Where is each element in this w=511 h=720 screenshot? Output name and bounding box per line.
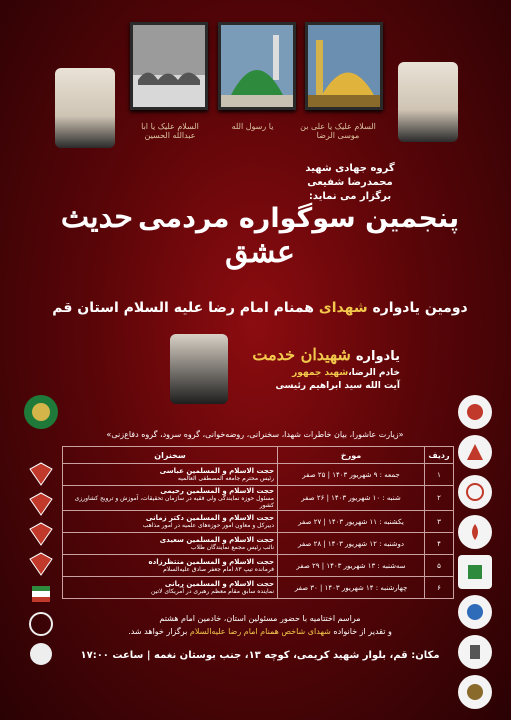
subtitle [40, 300, 480, 316]
row-date: سه‌شنبه : ۱۳ شهریور ۱۴۰۳ | ۲۹ صفر [278, 555, 425, 577]
row-number: ۳ [425, 511, 454, 533]
table-row [63, 577, 454, 599]
memorial-line1-highlight: شهید جمهور [292, 368, 349, 378]
right-logo-8 [458, 675, 492, 709]
location-text: مکان: قم، بلوار شهید کریمی، کوچه ۱۳، جنب بوستان نغمه [154, 650, 440, 661]
flag-emblem-icon [24, 579, 58, 609]
row-speaker-cell [63, 486, 278, 511]
table-header-row [63, 447, 454, 464]
right-logo-7 [458, 635, 492, 669]
circle-logo-icon [24, 639, 58, 669]
closing-line2-highlight: شهدای شاخص همنام امام رضا علیه‌السلام [189, 627, 331, 636]
speaker-role: نائب رئیس مجمع نمایندگان طلاب [190, 544, 274, 551]
row-speaker-cell [63, 555, 278, 577]
memorial [240, 345, 400, 391]
header-date: مورخ [278, 447, 425, 464]
right-logo-1 [458, 395, 492, 429]
seal-emblem-icon [24, 609, 58, 639]
row-speaker-cell [63, 533, 278, 555]
subtitle-highlight: شهدای [318, 300, 368, 316]
right-logo-3 [458, 475, 492, 509]
row-speaker-cell [63, 511, 278, 533]
row-number: ۲ [425, 486, 454, 511]
memorial-line2: آیت الله سید ابراهیم رئیسی [275, 381, 400, 391]
military-emblem-icon [24, 489, 58, 519]
speaker-role: فرمانده تیپ ۸۳ امام جعفر صادق علیه‌السلام [163, 566, 274, 573]
subtitle-post: همنام امام رضا علیه السلام استان قم [52, 300, 319, 316]
organizer-line2: محمدرضا شفیعی [307, 177, 393, 188]
speaker-name: حجت الاسلام و المسلمین رحیمی [160, 487, 274, 495]
calligraphy-left: السلام علیک یا ابا عبدالله الحسین [141, 122, 199, 140]
row-number: ۵ [425, 555, 454, 577]
golden-dome-frame [305, 22, 383, 110]
table-row [63, 533, 454, 555]
calligraphy-center: یا رسول الله [231, 122, 274, 131]
memorial-label: یادواره [355, 349, 400, 364]
row-date: دوشنبه : ۱۲ شهریور ۱۴۰۳ | ۲۸ صفر [278, 533, 425, 555]
event-time: ساعت ۱۷:۰۰ [80, 650, 144, 661]
left-portrait [55, 68, 115, 148]
right-logo-column [456, 395, 492, 709]
military-emblem-icon [24, 459, 58, 489]
closing-line1: مراسم اختتامیه با حضور مسئولین استان، خادمین امام هشتم [159, 614, 361, 623]
speaker-role: نماینده سابق مقام معظم رهبری در آمریکای لاتین [150, 588, 274, 595]
schedule-table [62, 446, 454, 599]
organizer-line1: گروه جهادی شهید [305, 163, 395, 174]
table-row [63, 486, 454, 511]
row-number: ۴ [425, 533, 454, 555]
organizer [290, 162, 410, 204]
ruins-frame [130, 22, 208, 110]
closing-text [60, 612, 460, 638]
military-emblem-icon [24, 519, 58, 549]
speaker-role: مسئول حوزه نمایندگی ولی فقیه در سازمان تحقیقات، آموزش و ترویج کشاورزی کشور [74, 495, 274, 509]
right-logo-5 [458, 555, 492, 589]
closing-line2-pre: و تقدیر از خانواده [330, 627, 392, 636]
header-speaker: سخنران [63, 447, 278, 464]
closing-line2-post: برگزار خواهد شد. [128, 627, 190, 636]
event-title-script: حدیث عشق [60, 200, 295, 270]
row-number: ۶ [425, 577, 454, 599]
location [70, 650, 450, 661]
schedule [62, 446, 454, 599]
iran-emblem-logo [458, 515, 492, 549]
speaker-role: دبیرکل و معاون امور حوزه‌های علمیه در امور مذاهب [142, 522, 274, 529]
speaker-name: حجت الاسلام و المسلمین ربانی [164, 580, 274, 588]
memorial-title: شهیدان خدمت [252, 345, 351, 364]
right-logo-6 [458, 595, 492, 629]
speaker-name: حجت الاسلام و المسلمین دکتر زمانی [145, 514, 274, 522]
event-title [60, 200, 460, 270]
memorial-line1-pre: خادم الرضا، [348, 368, 400, 378]
row-date: یکشنبه : ۱۱ شهریور ۱۴۰۳ | ۲۷ صفر [278, 511, 425, 533]
row-speaker-cell [63, 464, 278, 486]
military-emblem-icon [24, 549, 58, 579]
event-title-main: پنجمین سوگواره مردمی [138, 203, 460, 234]
speaker-name: حجت الاسلام و المسلمین سعیدی [159, 536, 274, 544]
row-date: چهارشنبه : ۱۴ شهریور ۱۴۰۳ | ۳۰ صفر [278, 577, 425, 599]
header-row-number: ردیف [425, 447, 454, 464]
location-divider: | [143, 650, 151, 661]
group-emblem-logo [24, 395, 58, 429]
row-date: جمعه : ۹ شهریور ۱۴۰۳ | ۲۵ صفر [278, 464, 425, 486]
organizer-line3: برگزار می نماید: [308, 191, 392, 202]
table-row [63, 555, 454, 577]
speaker-role: رئیس محترم جامعه المصطفی العالمیه [177, 475, 274, 482]
table-row [63, 511, 454, 533]
row-date: شنبه : ۱۰ شهریور ۱۴۰۳ | ۲۶ صفر [278, 486, 425, 511]
green-dome-frame [218, 22, 296, 110]
subtitle-pre: دومین یادواره [367, 300, 468, 316]
right-logo-2 [458, 435, 492, 469]
speaker-name: حجت الاسلام و المسلمین عباسی [159, 467, 274, 475]
program-note: «زیارت عاشورا، بیان خاطرات شهدا، سخنرانی، روضه‌خوانی، گروه سرود، گروه دفاع‌زنی» [106, 430, 404, 439]
right-portrait [398, 62, 458, 142]
calligraphy-right: السلام علیک یا علی بن موسی الرضا [300, 122, 376, 140]
row-speaker-cell [63, 577, 278, 599]
memorial-portrait [170, 334, 228, 404]
left-logo-column [22, 395, 58, 669]
speaker-name: حجت الاسلام و المسلمین منتظرزاده [148, 558, 274, 566]
row-number: ۱ [425, 464, 454, 486]
table-row [63, 464, 454, 486]
